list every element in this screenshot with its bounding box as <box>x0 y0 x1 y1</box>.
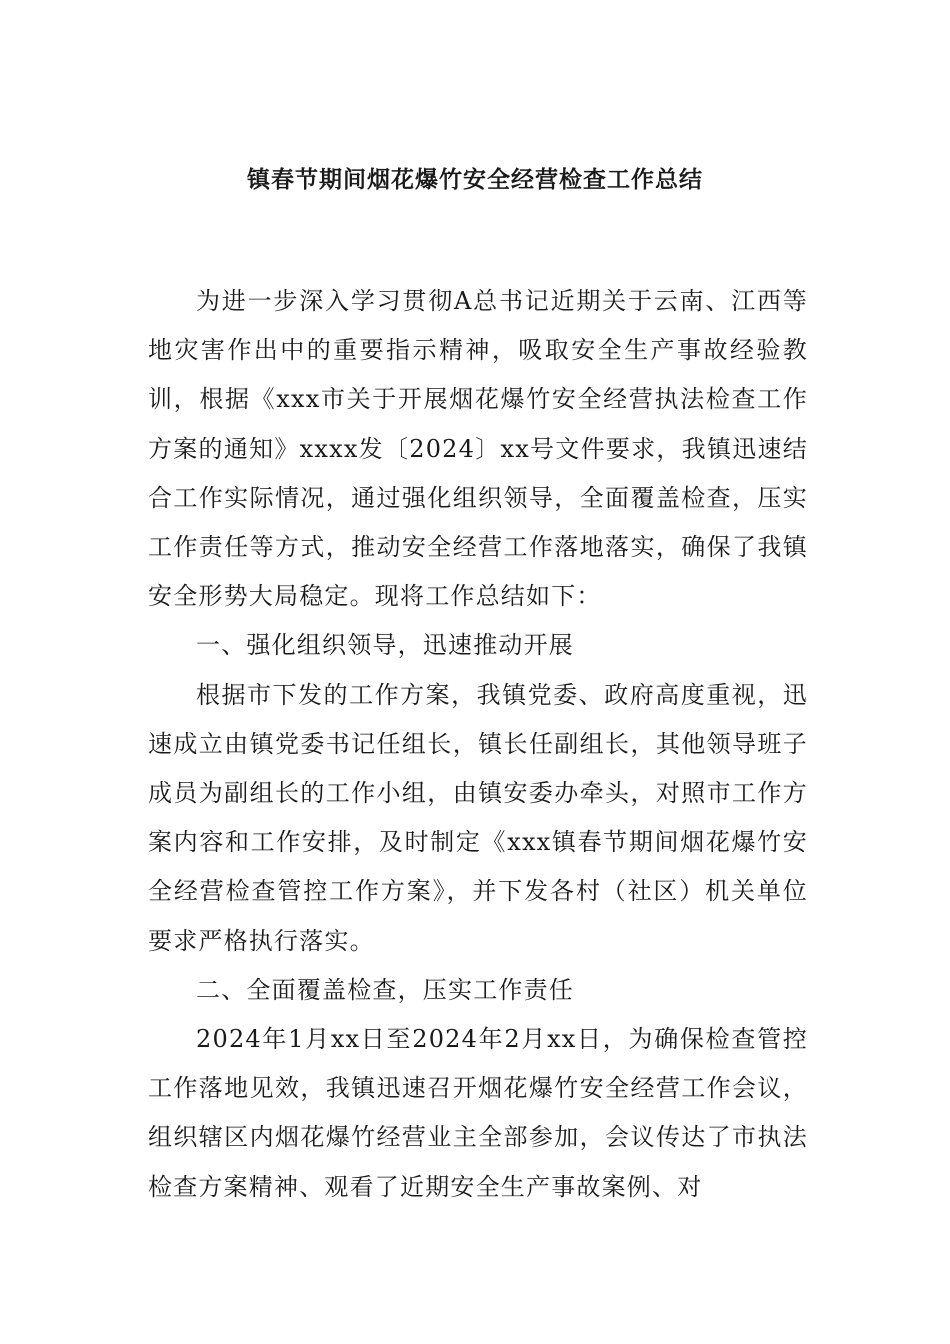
section-1-paragraph: 根据市下发的工作方案，我镇党委、政府高度重视，迅速成立由镇党委书记任组长，镇长任副组长，其他领导班子成员为副组长的工作小组，由镇安委办牵头，对照市工作方案内容和工作安排，及时制定《xxx镇春节期间烟花爆竹安全经营检查管控工作方案》，并下发各村（社区）机关单位要求严格执行落实。 <box>148 680 808 955</box>
intro-paragraph: 为进一步深入学习贯彻A总书记近期关于云南、江西等地灾害作出中的重要指示精神，吸取安全生产事故经验教训，根据《xxx市关于开展烟花爆竹安全经营执法检查工作方案的通知》xxxx发〔2024〕xx号文件要求，我镇迅速结合工作实际情况，通过强化组织领导，全面覆盖检查，压实工作责任等方式，推动安全经营工作落地落实，确保了我镇安全形势大局稳定。现将工作总结如下： <box>148 287 808 611</box>
section-heading-1: 一、强化组织领导，迅速推动开展 <box>196 631 574 660</box>
document-body <box>148 277 808 1212</box>
section-2-paragraph: 2024年1月xx日至2024年2月xx日，为确保检查管控工作落地见效，我镇迅速召开烟花爆竹安全经营工作会议，组织辖区内烟花爆竹经营业主全部参加，会议传达了市执法检查方案精神、观看了近期安全生产事故案例、对 <box>148 1025 808 1201</box>
document-title: 镇春节期间烟花爆竹安全经营检查工作总结 <box>247 166 703 193</box>
section-heading-2: 二、全面覆盖检查，压实工作责任 <box>196 975 574 1004</box>
